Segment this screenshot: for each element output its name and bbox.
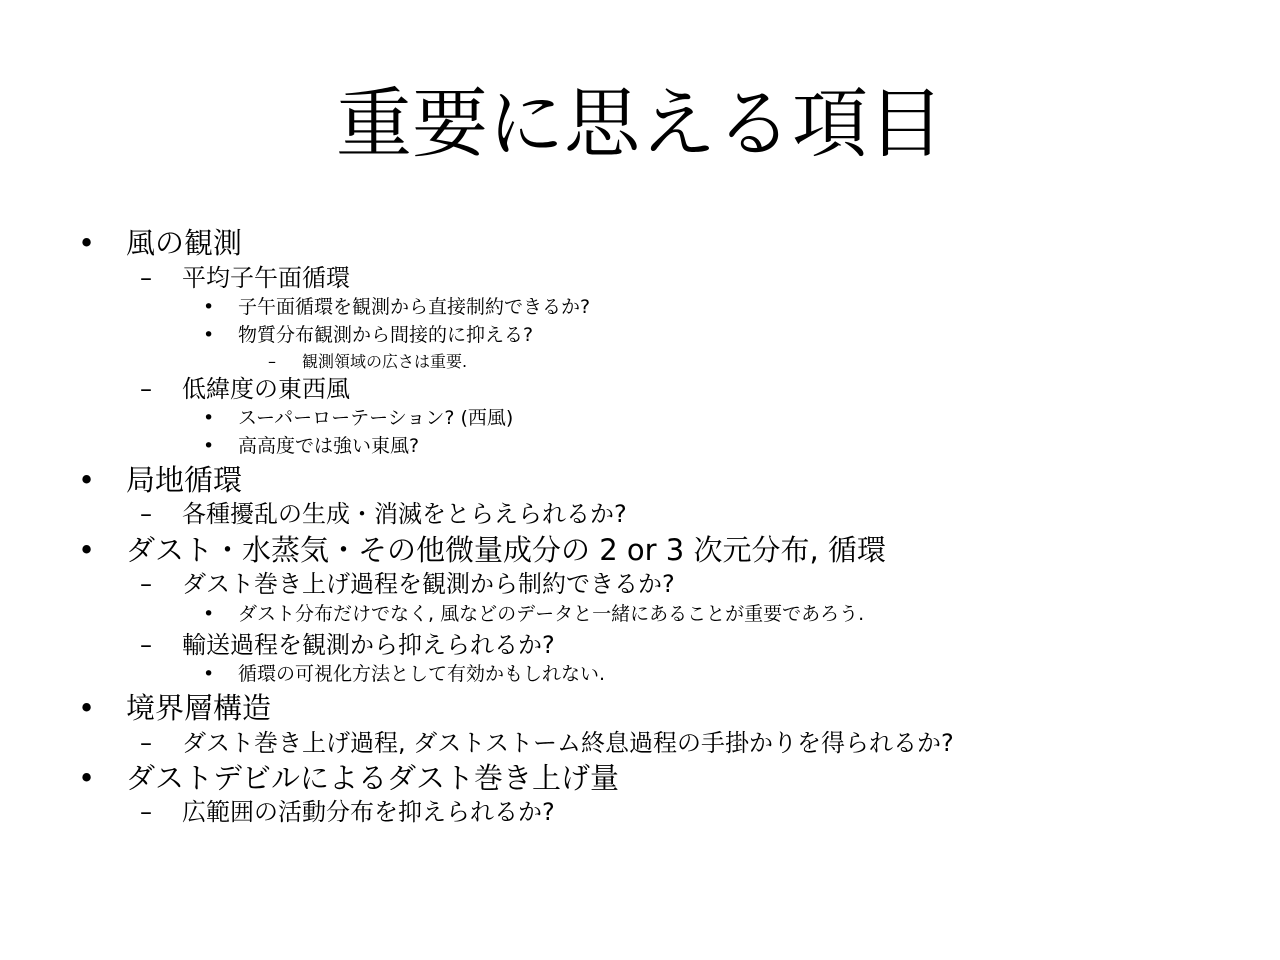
dash-marker: – <box>140 264 152 292</box>
list-item-text: 物質分布観測から間接的に抑える? <box>238 324 534 346</box>
bullet-marker: • <box>203 663 215 685</box>
dash-marker: – <box>140 729 152 757</box>
list-item-text: 高高度では強い東風? <box>238 435 420 457</box>
bullet-marker: • <box>203 407 215 429</box>
dash-marker: – <box>140 500 152 528</box>
list-item-text: ダスト巻き上げ過程を観測から制約できるか? <box>182 570 675 598</box>
list-item-text: 観測領域の広さは重要. <box>302 352 468 371</box>
list-item-text: 境界層構造 <box>126 691 272 725</box>
list-item-text: ダスト分布だけでなく, 風などのデータと一緒にあることが重要であろう. <box>238 603 865 625</box>
bullet-marker: • <box>78 761 96 795</box>
dash-marker: – <box>140 375 152 403</box>
list-item-text: 子午面循環を観測から直接制約できるか? <box>238 296 591 318</box>
list-item-text: 平均子午面循環 <box>182 264 350 292</box>
dash-marker: – <box>140 631 152 659</box>
list-item-text: ダスト・水蒸気・その他微量成分の 2 or 3 次元分布, 循環 <box>126 533 886 567</box>
bullet-marker: • <box>203 296 215 318</box>
dash-marker: – <box>140 570 152 598</box>
dash-marker: – <box>268 352 276 371</box>
list-item-text: ダストデビルによるダスト巻き上げ量 <box>126 761 620 795</box>
list-item-text: 輸送過程を観測から抑えられるか? <box>182 631 555 659</box>
bullet-marker: • <box>78 691 96 725</box>
list-item-text: 局地循環 <box>126 463 243 497</box>
bullet-marker: • <box>78 463 96 497</box>
list-item-text: 循環の可視化方法として有効かもしれない. <box>238 663 606 685</box>
list-item-text: 低緯度の東西風 <box>182 375 350 403</box>
list-item-text: 広範囲の活動分布を抑えられるか? <box>182 798 555 826</box>
bullet-marker: • <box>78 533 96 567</box>
list-item-text: スーパーローテーション? (西風) <box>238 407 514 429</box>
bullet-marker: • <box>203 324 215 346</box>
dash-marker: – <box>140 798 152 826</box>
list-item-text: 各種擾乱の生成・消滅をとらえられるか? <box>182 500 627 528</box>
bullet-marker: • <box>78 226 96 260</box>
list-item-text: ダスト巻き上げ過程, ダストストーム終息過程の手掛かりを得られるか? <box>182 729 954 757</box>
bullet-marker: • <box>203 435 215 457</box>
list-item-text: 風の観測 <box>126 226 243 260</box>
slide-title: 重要に思える項目 <box>336 79 944 168</box>
bullet-marker: • <box>203 603 215 625</box>
